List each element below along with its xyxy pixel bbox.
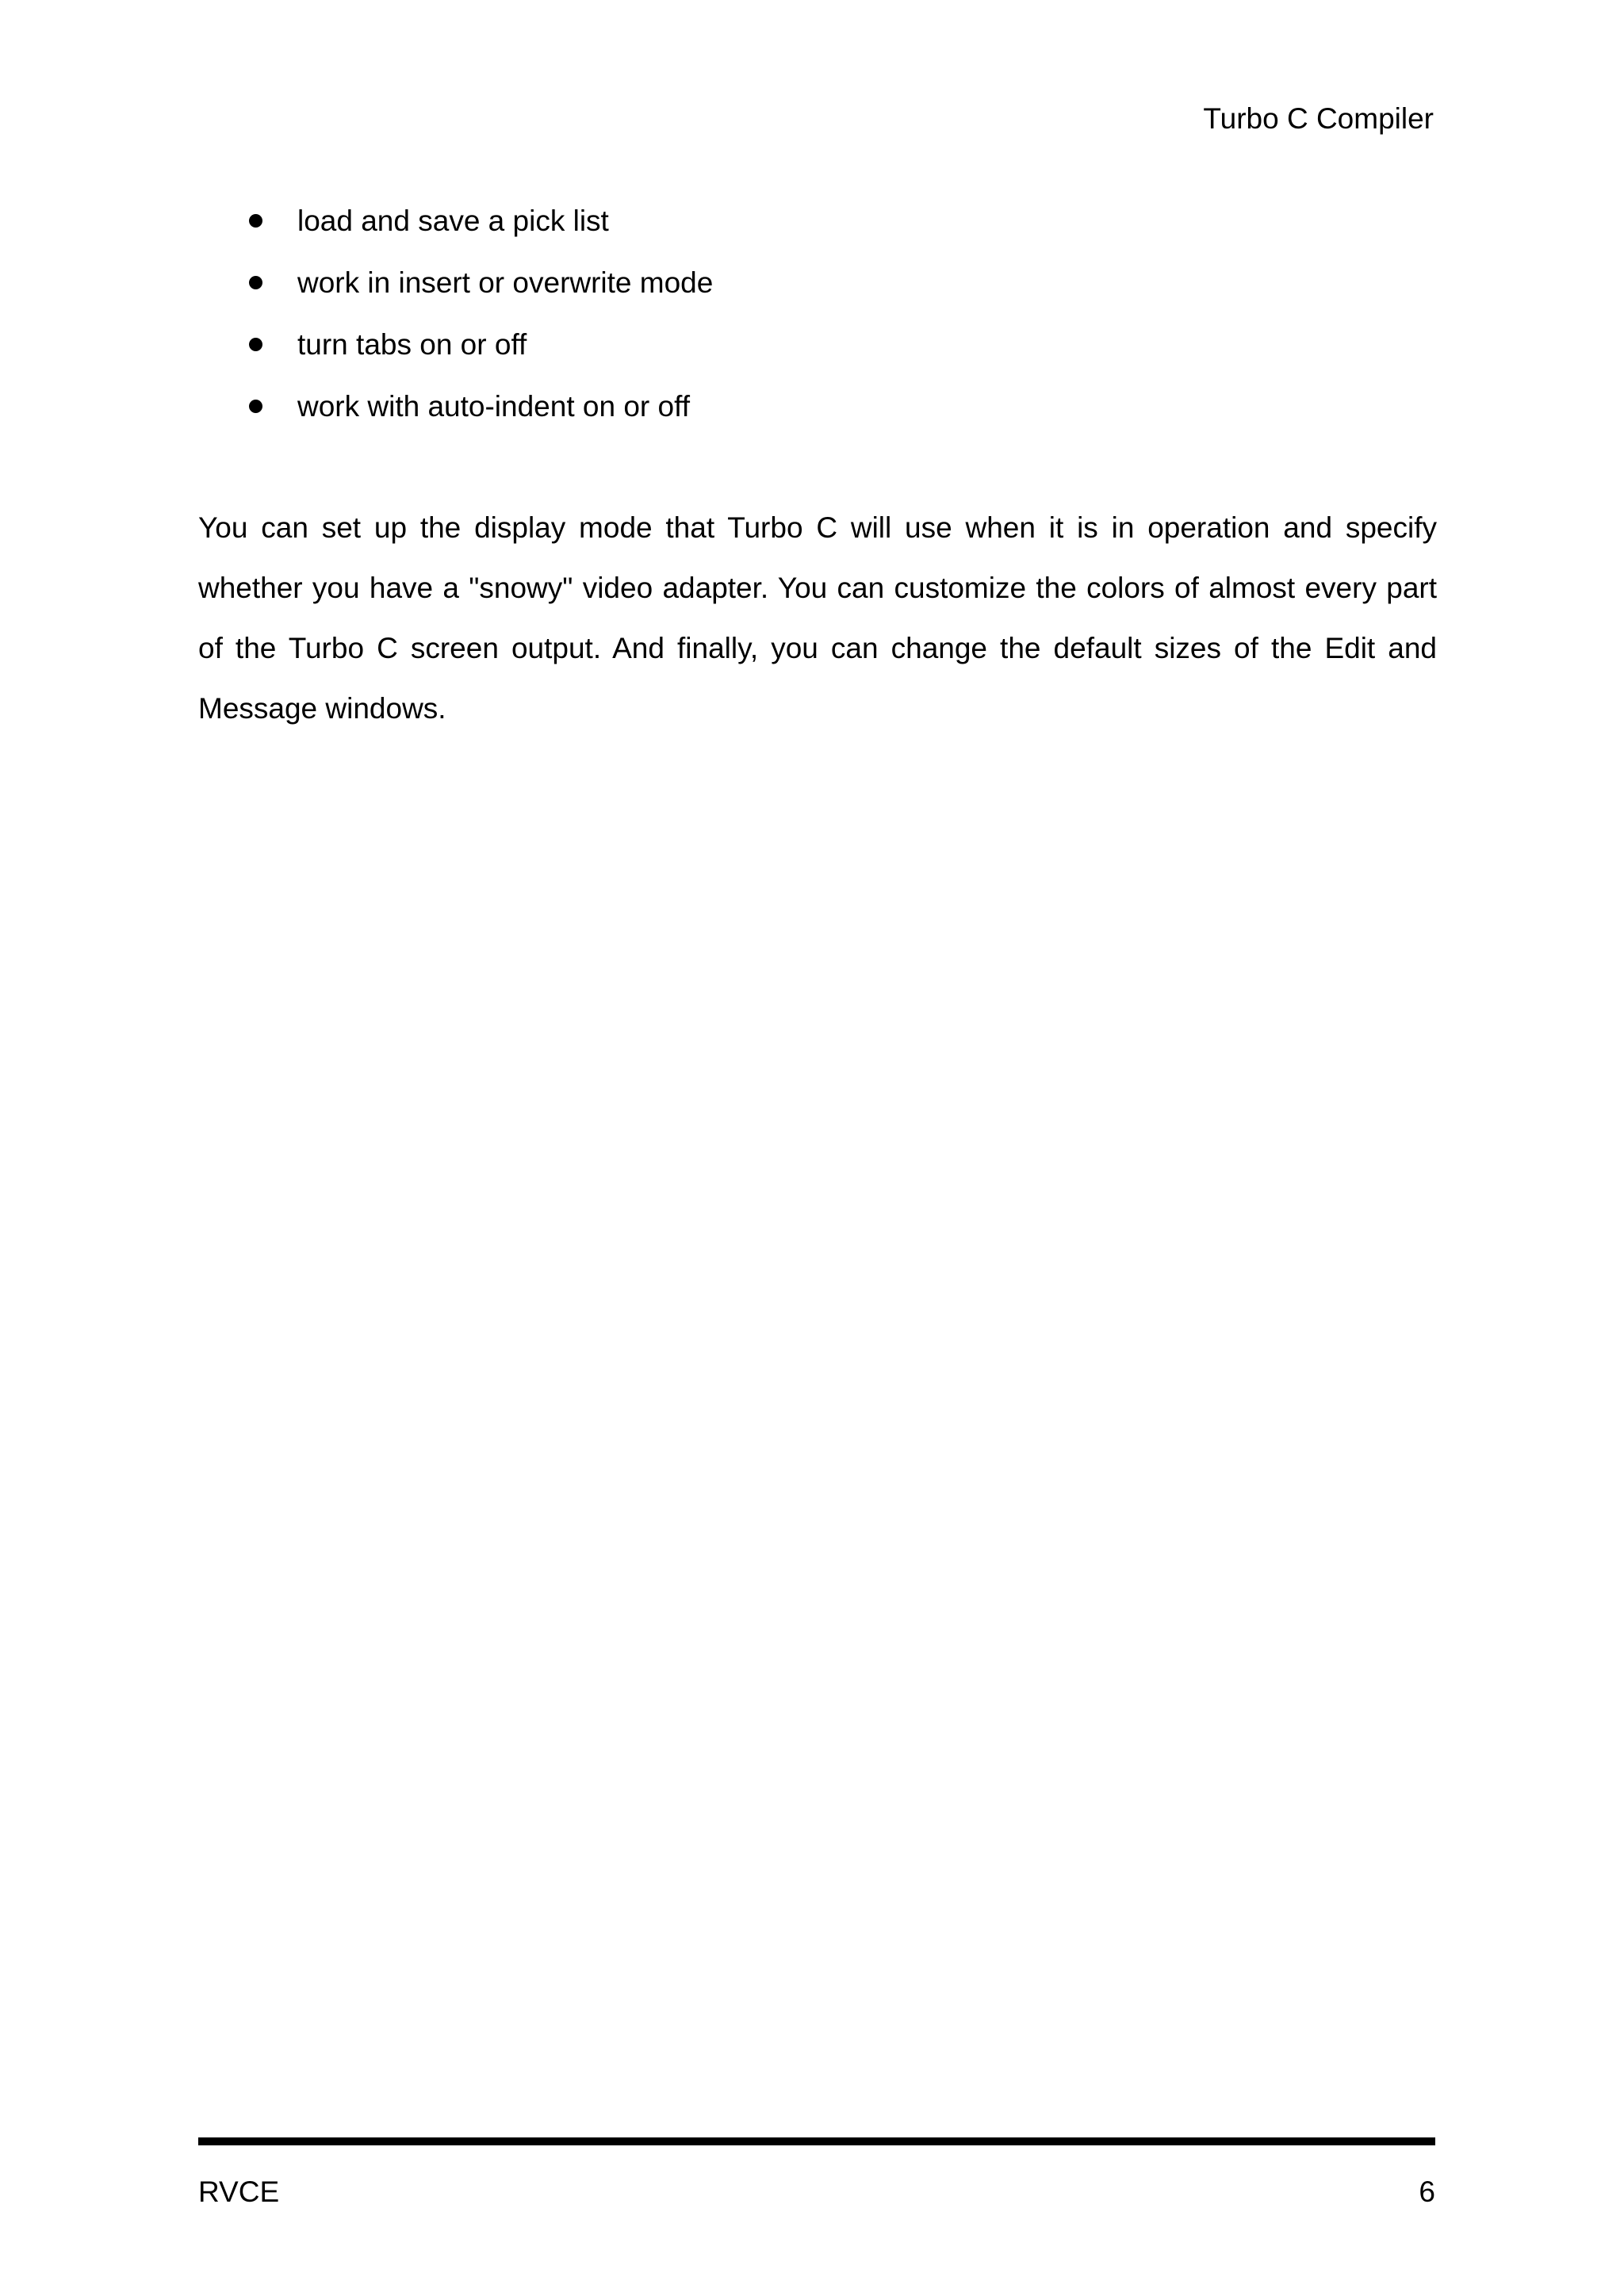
bullet-icon (249, 338, 262, 351)
bullet-icon (249, 276, 262, 289)
bullet-list (246, 202, 1356, 450)
body-paragraph: You can set up the display mode that Turbo C will use when it is in operation and specify whether you have a "snowy" video adapter. You can customize the colors of almost every part of the Turbo C screen output. And finally, you can change the default sizes of the Edit and Message windows. (198, 511, 1437, 725)
list-item-text: work with auto-indent on or off (297, 390, 690, 423)
bullet-icon (249, 214, 262, 228)
list-item (246, 326, 1356, 388)
list-item (246, 264, 1356, 326)
footer-institution: RVCE (198, 2175, 280, 2208)
list-item-text: turn tabs on or off (297, 328, 527, 361)
running-header-title: Turbo C Compiler (1203, 102, 1434, 135)
bullet-icon (249, 400, 262, 413)
list-item (246, 388, 1356, 450)
page-number: 6 (1419, 2175, 1435, 2208)
footer-divider (198, 2137, 1435, 2145)
list-item-text: work in insert or overwrite mode (297, 266, 714, 299)
list-item-text: load and save a pick list (297, 205, 609, 237)
list-item (246, 202, 1356, 264)
